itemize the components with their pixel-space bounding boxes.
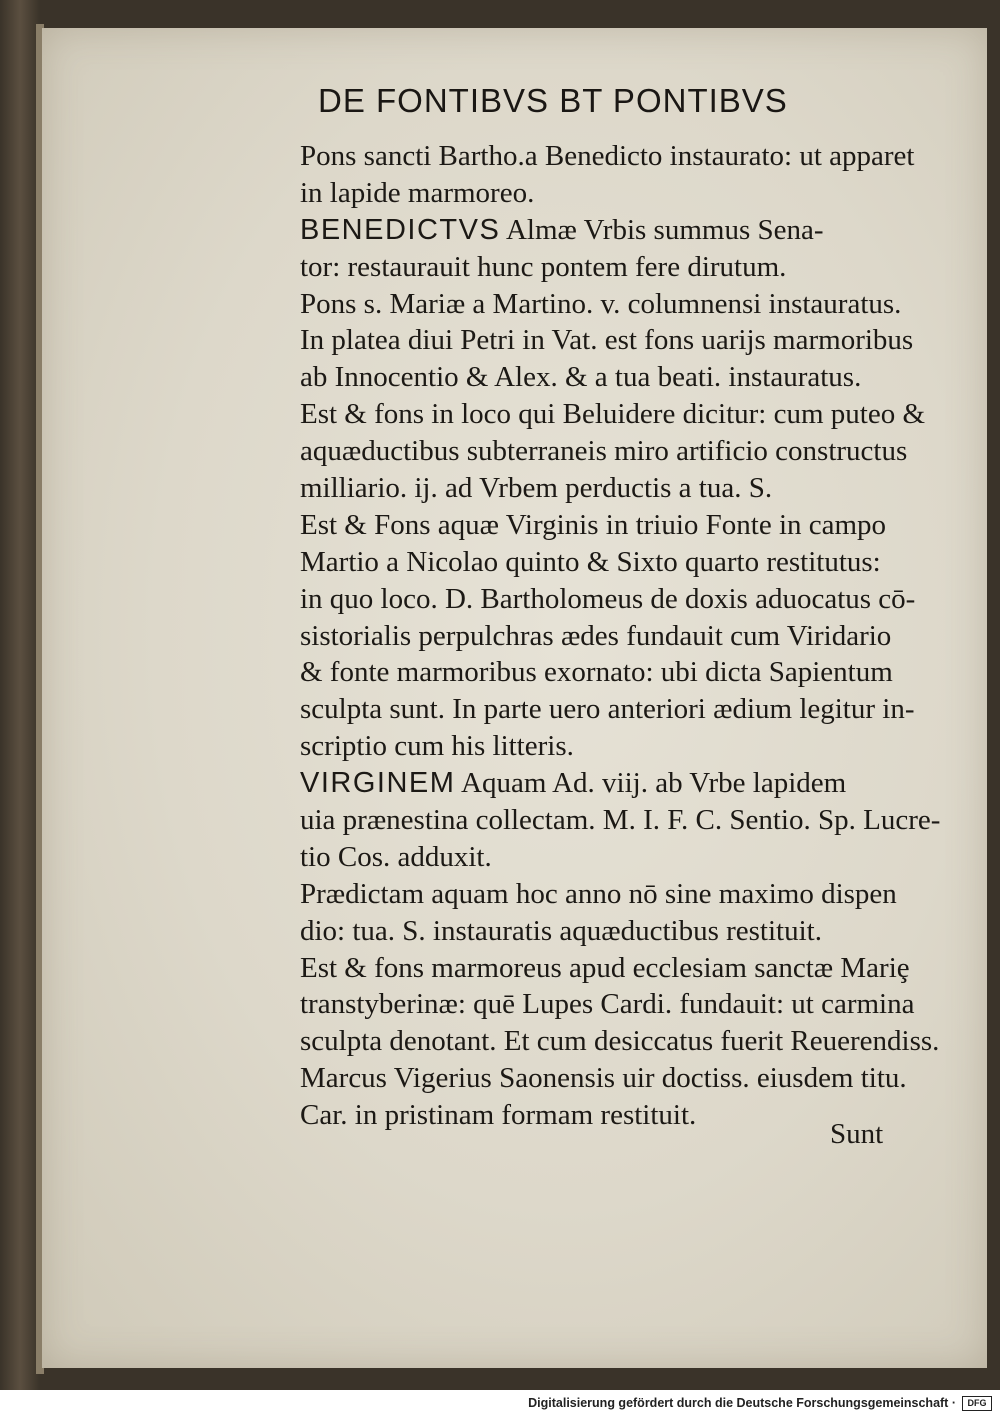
body-text	[300, 138, 940, 1134]
text-line: in lapide marmoreo.	[300, 176, 535, 209]
catchword: Sunt	[830, 1118, 884, 1150]
text-line: & fonte marmoribus exornato: ubi dicta Sapientum	[300, 656, 893, 689]
text-line: scriptio cum his litteris.	[300, 730, 574, 763]
text-line: ab Innocentio & Alex. & a tua beati. instauratus.	[300, 361, 862, 394]
text-line: Car. in pristinam formam restituit.	[300, 1099, 697, 1132]
running-head: DE FONTIBVS BT PONTIBVS	[318, 82, 788, 119]
text-line: transtyberinæ: quē Lupes Cardi. fundauit: ut carmina	[300, 988, 915, 1021]
capital-heading: VIRGINEM	[300, 767, 456, 800]
text-line: tor: restaurauit hunc pontem fere dirutum.	[300, 250, 787, 283]
dfg-logo-icon: DFG	[962, 1396, 992, 1411]
text-line: Pons s. Mariæ a Martino. v. columnensi instauratus.	[300, 287, 902, 320]
text-line: dio: tua. S. instauratis aquæductibus restituit.	[300, 914, 822, 947]
text-line: aquæductibus subterraneis miro artificio constructus	[300, 435, 908, 468]
line-text: Almæ Vrbis summus Sena-	[500, 213, 824, 246]
text-line: uia prænestina collectam. M. I. F. C. Sentio. Sp. Lucre-	[300, 804, 941, 837]
text-line: Marcus Vigerius Saonensis uir doctiss. eiusdem titu.	[300, 1062, 907, 1095]
text-line: Est & fons in loco qui Beluidere dicitur: cum puteo &	[300, 398, 926, 431]
capital-heading: BENEDICTVS	[300, 213, 501, 246]
text-line: sculpta denotant. Et cum desiccatus fuerit Reuerendiss.	[300, 1025, 940, 1058]
text-line: Pons sancti Bartho.a Benedicto instaurato: ut apparet	[300, 140, 915, 172]
text-line: Est & fons marmoreus apud ecclesiam sanctæ Mariȩ	[300, 951, 910, 984]
text-line: sculpta sunt. In parte uero anteriori ædium legitur in-	[300, 693, 915, 726]
text-line	[300, 212, 940, 249]
funding-credit: Digitalisierung gefördert durch die Deutsche Forschungsgemeinschaft ·	[528, 1396, 956, 1410]
text-line: Prædictam aquam hoc anno nō sine maximo dispen	[300, 877, 897, 910]
text-line: In platea diui Petri in Vat. est fons uarijs marmoribus	[300, 324, 914, 357]
text-line: Est & Fons aquæ Virginis in triuio Fonte in campo	[300, 508, 887, 541]
text-line	[300, 765, 940, 802]
text-line: tio Cos. adduxit.	[300, 840, 492, 873]
text-line: sistorialis perpulchras ædes fundauit cum Viridario	[300, 619, 892, 652]
line-text: Aquam Ad. viij. ab Vrbe lapidem	[455, 767, 847, 800]
text-line: in quo loco. D. Bartholomeus de doxis aduocatus cō-	[300, 582, 916, 615]
text-line: milliario. ij. ad Vrbem perductis a tua. S.	[300, 472, 773, 505]
text-line: Martio a Nicolao quinto & Sixto quarto restitutus:	[300, 545, 881, 578]
